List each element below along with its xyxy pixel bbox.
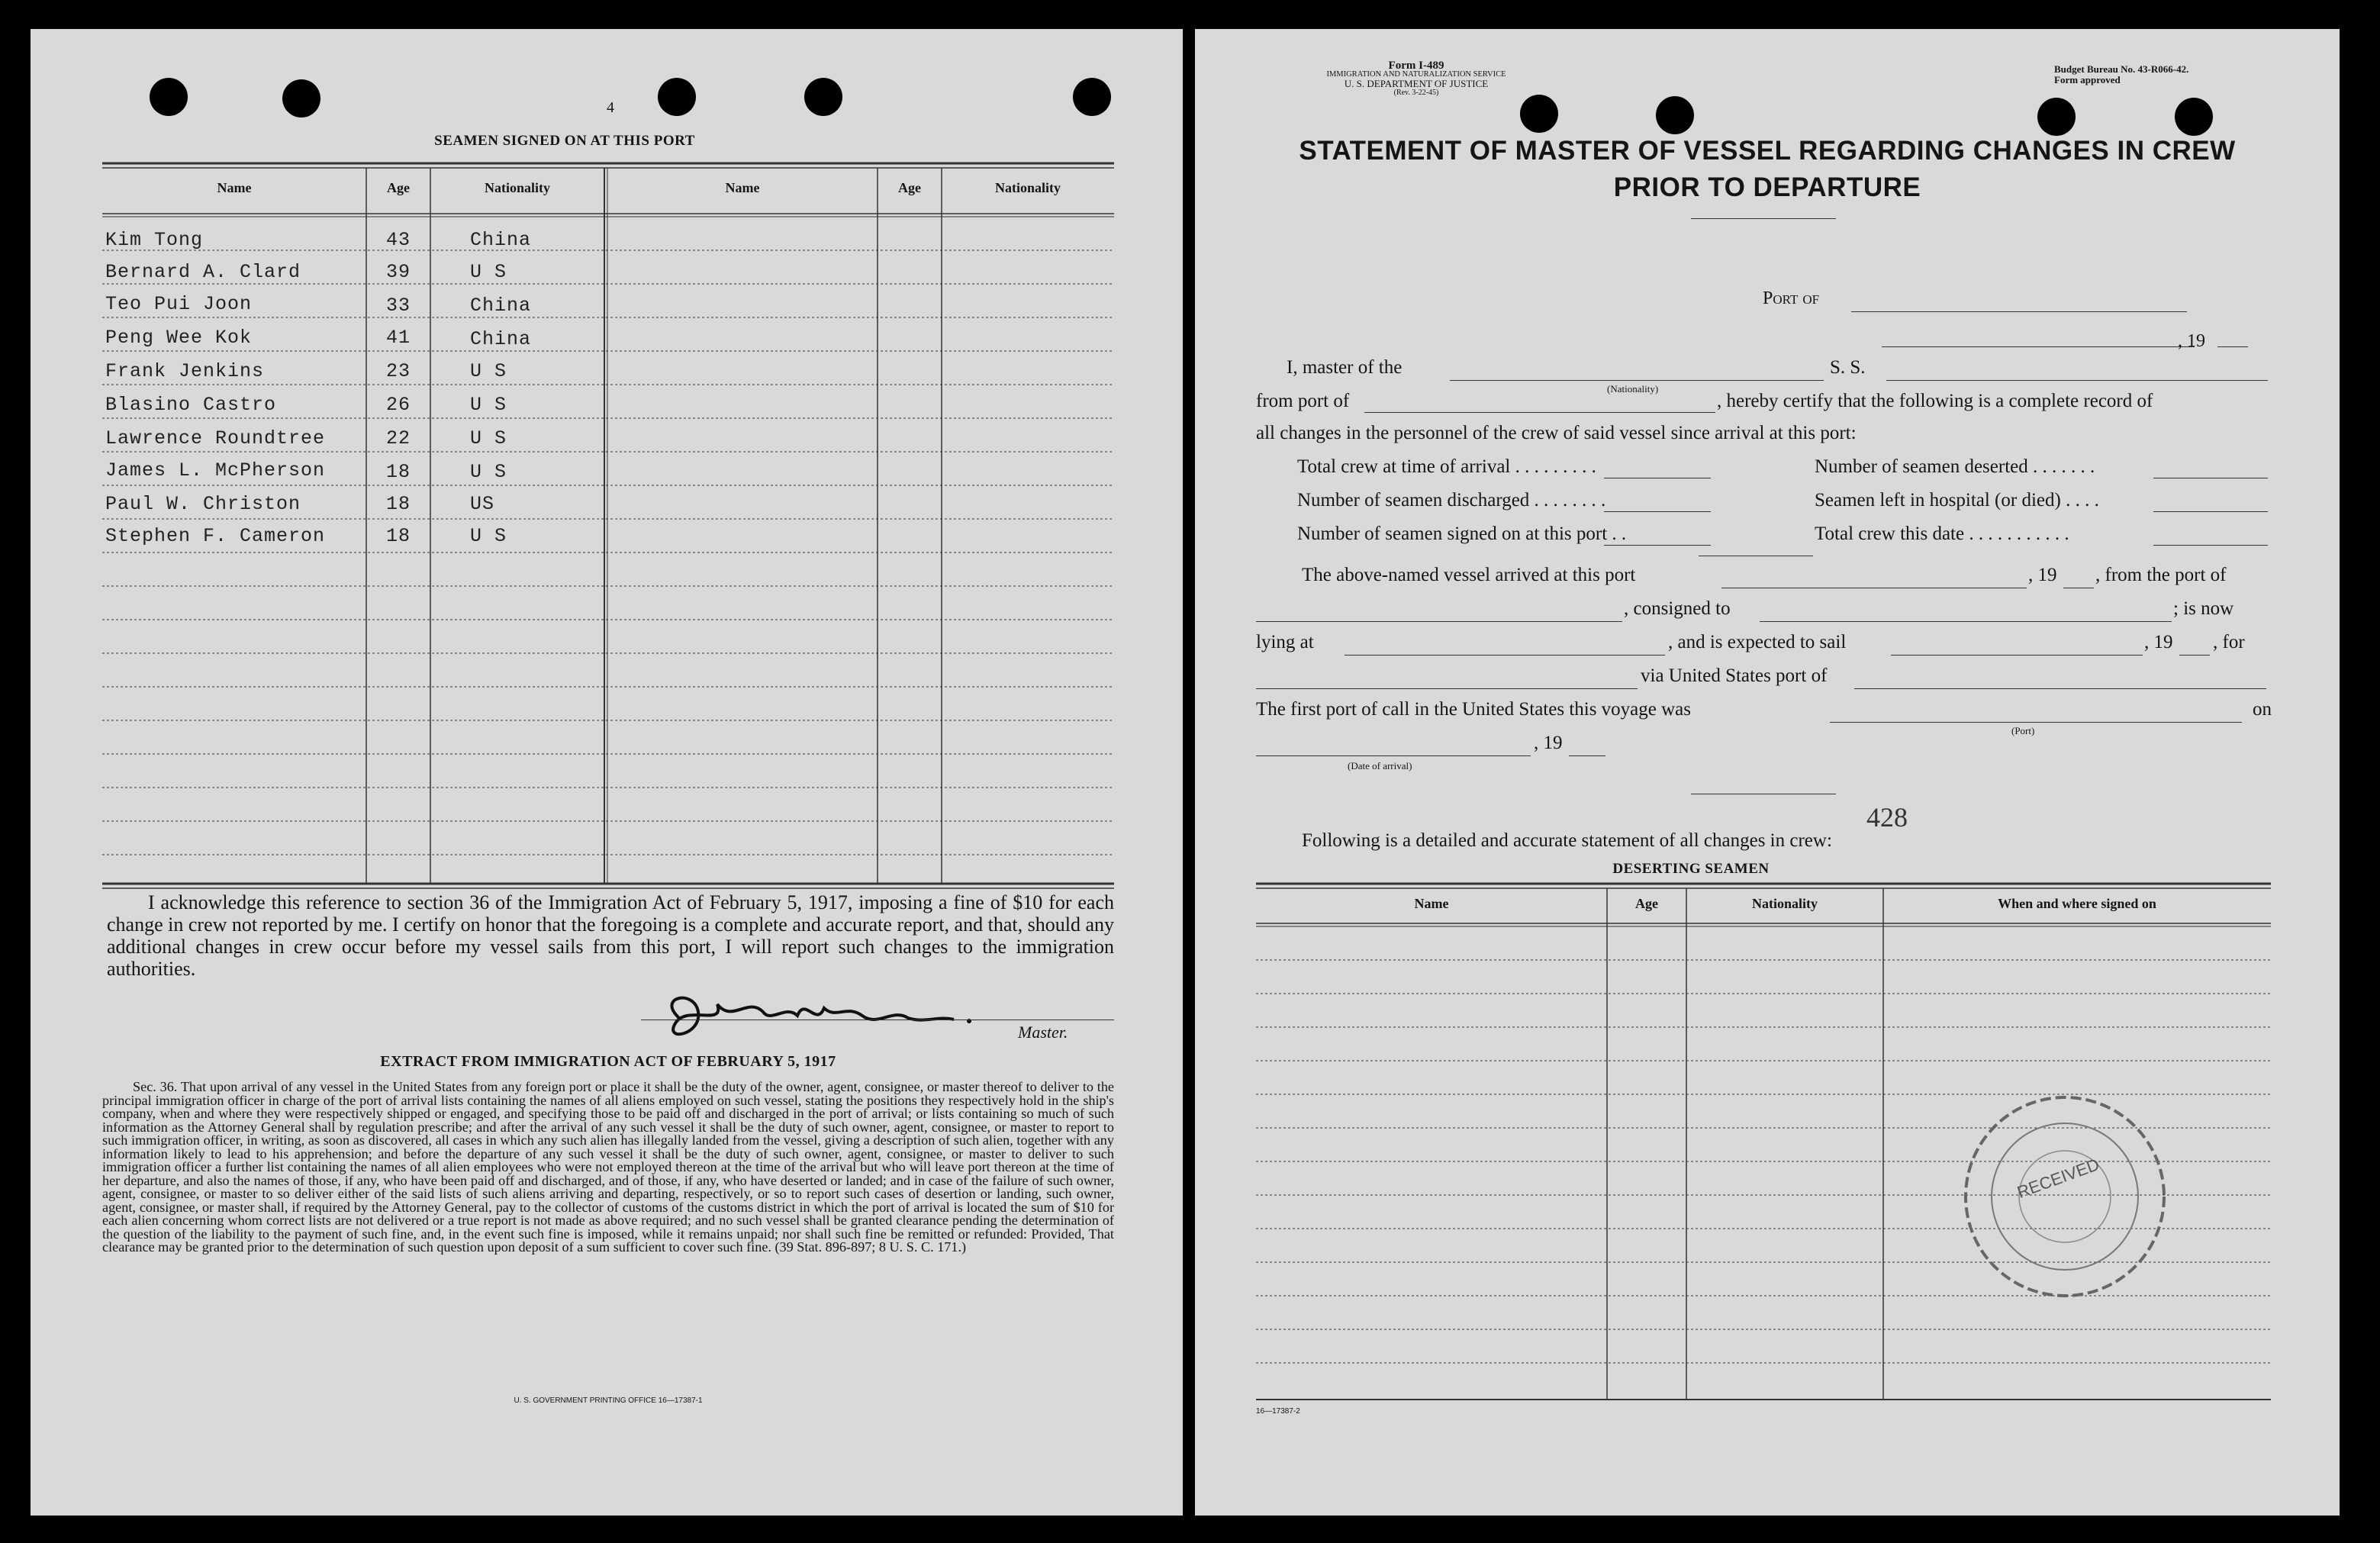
year-prefix: , 19	[1534, 733, 1563, 753]
form-title-line2: PRIOR TO DEPARTURE	[1613, 172, 1921, 202]
from-port-label: from port of	[1256, 391, 1350, 411]
crew-nationality: U S	[470, 427, 507, 449]
column-header-signed-on: When and where signed on	[1998, 896, 2156, 911]
year-prefix: , 19	[2144, 632, 2173, 652]
form-title-line1: STATEMENT OF MASTER OF VESSEL REGARDING CHANGES IN CREW	[1299, 136, 2236, 166]
consigned-to-label: , consigned to	[1624, 598, 1731, 619]
column-header-age: Age	[898, 180, 921, 195]
crew-age: 22	[386, 427, 411, 449]
from-the-port-of: , from the port of	[2095, 565, 2227, 585]
stat-total-crew-date: Total crew this date . . . . . . . . . . .	[1815, 523, 2069, 544]
crew-nationality: China	[470, 229, 532, 251]
expected-to-sail: , and is expected to sail	[1668, 632, 1847, 652]
year-prefix: , 19	[2028, 565, 2057, 585]
crew-nationality: China	[470, 295, 532, 317]
crew-name: Stephen F. Cameron	[105, 525, 326, 547]
nationality-caption: (Nationality)	[1607, 383, 1659, 395]
is-now-label: ; is now	[2173, 598, 2234, 619]
column-header-nationality: Nationality	[484, 180, 550, 195]
crew-age: 43	[386, 229, 411, 251]
extract-heading: EXTRACT FROM IMMIGRATION ACT OF FEBRUARY 5, 1917	[380, 1053, 836, 1070]
crew-age: 39	[386, 261, 411, 283]
via-label: via United States port of	[1641, 665, 1828, 686]
lying-at-label: lying at	[1256, 632, 1314, 652]
stamp-label: RECEIVED	[2014, 1155, 2102, 1203]
crew-nationality: US	[470, 493, 495, 515]
acknowledgement-text: I acknowledge this reference to section 36 of the Immigration Act of February 5, 1917, imposing a fine of $10 for each change in crew not reported by me. I certify on honor that the foregoing is a complete and accurate report, and that, should any additional changes in crew occur before my vessel sails from this port, I will report such changes to the immigration authorities.	[107, 891, 1114, 980]
crew-name: Peng Wee Kok	[105, 327, 253, 349]
column-header-age: Age	[1635, 896, 1658, 911]
ss-label: S. S.	[1830, 357, 1866, 378]
received-stamp	[1950, 1082, 2179, 1311]
crew-name: Blasino Castro	[105, 394, 277, 416]
crew-nationality: China	[470, 328, 532, 350]
revision-line: (Rev. 3-22-45)	[1393, 89, 1439, 97]
stat-seamen-discharged: Number of seamen discharged . . . . . . . .	[1297, 490, 1606, 511]
crew-age: 23	[386, 360, 411, 382]
stat-seamen-signed-on: Number of seamen signed on at this port . .	[1297, 523, 1627, 544]
column-header-name: Name	[1414, 896, 1449, 911]
column-header-age: Age	[387, 180, 410, 195]
port-caption: (Port)	[2011, 725, 2035, 736]
certify-text: , hereby certify that the following is a complete record of	[1717, 391, 2153, 411]
date-caption: (Date of arrival)	[1348, 760, 1412, 772]
crew-nationality: U S	[470, 461, 507, 483]
crew-age: 33	[386, 295, 411, 317]
stat-seamen-deserted: Number of seamen deserted . . . . . . .	[1815, 456, 2095, 477]
agency-line: IMMIGRATION AND NATURALIZATION SERVICE	[1326, 70, 1506, 79]
column-header-name: Name	[725, 180, 760, 195]
crew-nationality: U S	[470, 525, 507, 547]
form-approved: Form approved	[2054, 74, 2121, 85]
crew-name: Frank Jenkins	[105, 360, 265, 382]
footer-code: 16—17387-2	[1256, 1407, 1300, 1416]
page-number: 4	[607, 99, 614, 116]
crew-age: 41	[386, 327, 411, 349]
crew-age: 18	[386, 525, 411, 547]
crew-age: 26	[386, 394, 411, 416]
seamen-signed-heading: SEAMEN SIGNED ON AT THIS PORT	[434, 133, 695, 149]
column-header-name: Name	[217, 180, 252, 195]
crew-table-grid	[31, 29, 1183, 1516]
master-of-label: I, master of the	[1287, 357, 1403, 378]
right-page	[1195, 29, 2340, 1516]
crew-name: Lawrence Roundtree	[105, 427, 326, 449]
stat-seamen-hospital: Seamen left in hospital (or died) . . . .	[1815, 490, 2099, 511]
all-changes-text: all changes in the personnel of the crew of said vessel since arrival at this port:	[1256, 423, 1857, 443]
port-of-label: Port of	[1763, 288, 1820, 308]
stamp-number: 428	[1866, 802, 1908, 833]
crew-nationality: U S	[470, 394, 507, 416]
crew-nationality: U S	[470, 360, 507, 382]
arrived-text: The above-named vessel arrived at this port	[1302, 565, 1636, 585]
crew-nationality: U S	[470, 261, 507, 283]
crew-age: 18	[386, 461, 411, 483]
crew-name: James L. McPherson	[105, 459, 326, 482]
printer-line: U. S. GOVERNMENT PRINTING OFFICE 16—17387-1	[514, 1396, 703, 1405]
on-label: on	[2253, 699, 2272, 720]
crew-name: Bernard A. Clard	[105, 261, 301, 283]
budget-bureau-number: Budget Bureau No. 43-R066-42.	[2054, 63, 2189, 75]
form-number: Form I-489	[1388, 60, 1444, 72]
extract-text: Sec. 36. That upon arrival of any vessel in the United States from any foreign port or place it shall be the duty of the owner, agent, consignee, or master thereof to deliver to the principal immigration officer in charge of the port of arrival lists containing the names of all aliens employed on such vessel, stating the positions they respectively hold in the ship's company, when and where they were respectively shipped or engaged, and specifying those to be paid off and discharged in the port of arrival; or lists containing so much of such information as the Attorney General shall by regulation prescribe; and after the arrival of any such vessel it shall be the duty of such owner, agent, consignee, or master to report to such immigration officer, in writing, as soon as discovered, all cases in which any such alien has illegally landed from the vessel, giving a description of such alien, together with any information likely to lead to his apprehension; and before the departure of any such vessel it shall be the duty of such owner, agent, consignee, or master to deliver to such immigration officer a further list containing the names of all alien employees who were not employed thereon at the time of the arrival but who will leave port thereon at the time of her departure, and also the names of those, if any, who have been paid off and discharged, and of those, if any, who have deserted or landed; and in case of the failure of such owner, agent, consignee, or master to so deliver either of the said lists of such aliens arriving and departing, respectively, or so to report such cases of desertion or landing, such owner, agent, consignee, or master shall, if required by the Attorney General, pay to the collector of customs of the customs district in which the port of arrival is located the sum of $10 for each alien concerning whom correct lists are not delivered or a true report is not made as above required; and no such vessel shall be granted clearance pending the determination of the question of the liability to the payment of such fine, and, in the event such fine is imposed, while it remains unpaid; nor shall such fine be remitted or refunded: Provided, That clearance may be granted prior to the determination of such question upon deposit of a sum sufficient to cover such fine. (39 Stat. 896-897; 8 U. S. C. 171.)	[102, 1079, 1114, 1255]
stat-total-crew-arrival: Total crew at time of arrival . . . . . . . . .	[1297, 456, 1596, 477]
crew-name: Kim Tong	[105, 229, 204, 251]
first-port-text: The first port of call in the United States this voyage was	[1256, 699, 1692, 720]
column-header-nationality: Nationality	[994, 180, 1061, 195]
for-label: , for	[2213, 632, 2245, 652]
master-label: Master.	[1018, 1023, 1068, 1042]
column-header-nationality: Nationality	[1751, 896, 1818, 911]
left-page	[31, 29, 1183, 1516]
year-prefix: , 19	[2178, 331, 2205, 351]
crew-name: Teo Pui Joon	[105, 293, 253, 315]
agency-line: U. S. DEPARTMENT OF JUSTICE	[1344, 78, 1489, 89]
following-text: Following is a detailed and accurate statement of all changes in crew:	[1302, 830, 1832, 851]
crew-name: Paul W. Christon	[105, 493, 301, 515]
crew-age: 18	[386, 493, 411, 515]
deserting-seamen-heading: DESERTING SEAMEN	[1612, 861, 1770, 877]
